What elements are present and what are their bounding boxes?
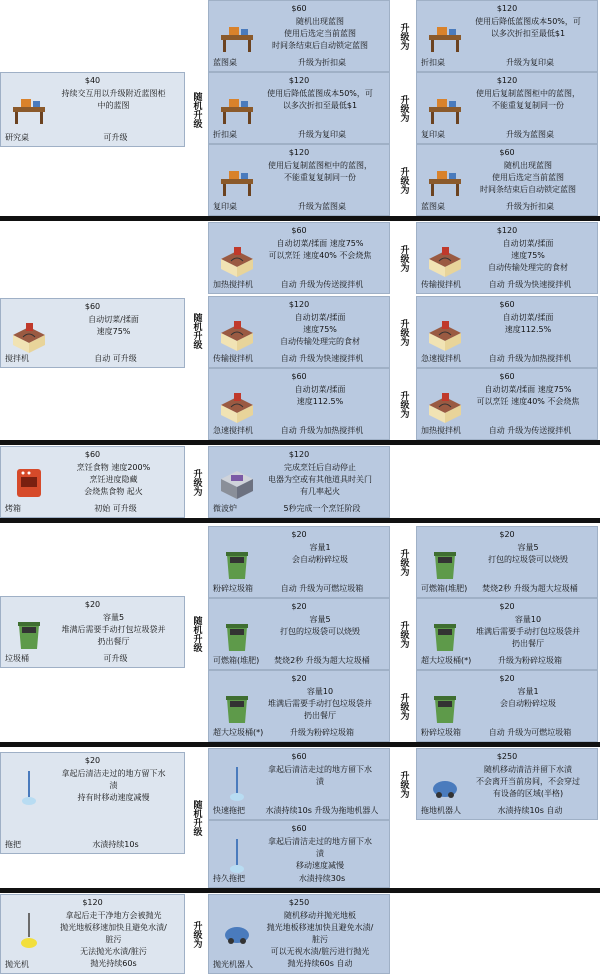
description-line: 容量5 xyxy=(102,613,125,622)
description xyxy=(463,238,593,274)
price: $20 xyxy=(499,674,515,683)
description-line: 容量5 xyxy=(309,615,331,624)
description-line: 扔出餐厅 xyxy=(512,639,544,648)
desk-icon xyxy=(217,161,257,201)
description xyxy=(463,160,593,196)
price: $20 xyxy=(84,600,101,609)
description xyxy=(463,764,593,800)
description xyxy=(463,16,593,40)
description-line: 扔出餐厅 xyxy=(304,711,336,720)
description xyxy=(255,88,385,112)
item-name: 拖地机器人 xyxy=(421,806,461,815)
description-line: 以多次折扣至最低$1 xyxy=(282,101,358,110)
description-line: 烹饪进度隐藏 xyxy=(89,475,138,484)
item-note: 自动 升级为加热搅拌机 xyxy=(280,426,364,435)
item-note: 水渍持续10s xyxy=(92,840,139,849)
upgrade-arrow-label: 升级为 xyxy=(398,22,409,50)
description-line: 随机出现蓝图 xyxy=(504,161,552,170)
item-note: 升级为粉碎垃圾箱 xyxy=(290,728,354,737)
mixer-icon xyxy=(217,239,257,279)
description-line: 时间条结束后自动锁定蓝图 xyxy=(480,185,576,194)
item-name: 复印桌 xyxy=(213,202,237,211)
description-line: 不能重复复制同一份 xyxy=(492,101,564,110)
item-image xyxy=(9,463,49,503)
description-line: 使用后复制蓝图柜中的蓝图， xyxy=(476,89,580,98)
description xyxy=(463,614,593,650)
item-note: 升级为折扣桌 xyxy=(298,58,346,67)
description-line: 使用后选定当前蓝图 xyxy=(284,29,356,38)
price: $60 xyxy=(499,300,515,309)
description-line: 不能重复复制同一份 xyxy=(284,173,356,182)
description-line: 抛光持续60s 自动 xyxy=(287,959,353,968)
description-line: 会自动粉碎垃圾 xyxy=(292,555,348,564)
item-name: 折扣桌 xyxy=(213,130,237,139)
description-line: 有几率起火 xyxy=(300,487,340,496)
description-line: 抛光持续60s xyxy=(90,959,137,968)
bin-icon xyxy=(217,543,257,583)
robot-icon xyxy=(425,765,465,805)
price: $20 xyxy=(291,602,307,611)
description-line: 容量5 xyxy=(517,543,539,552)
description xyxy=(463,88,593,112)
description-line: 拿起后清洁走过的地方留下水 xyxy=(61,769,166,778)
item-name: 可燃箱(堆肥) xyxy=(213,656,260,665)
description xyxy=(47,910,180,970)
item-image xyxy=(425,161,465,201)
upgrade-target-card xyxy=(416,222,598,294)
description-line: 打包的垃圾袋可以烧毁 xyxy=(280,627,360,636)
price: $40 xyxy=(84,76,101,85)
item-name: 研究桌 xyxy=(5,133,29,142)
description xyxy=(47,462,180,498)
description-line: 自动切菜/揉面 速度75% xyxy=(276,239,364,248)
description-line: 拿起后清洁走过的地方留下水 xyxy=(268,765,372,774)
item-image xyxy=(217,385,257,425)
mixer-icon xyxy=(425,239,465,279)
description-line: 渍 xyxy=(316,777,324,786)
upgrade-arrow-label: 升级为 xyxy=(398,620,409,648)
base-card-bin xyxy=(0,596,185,668)
item-image xyxy=(9,911,49,951)
description-line: 电器为空或有其他道具时关门 xyxy=(268,475,372,484)
item-note: 焚烧2秒 升级为超大垃圾桶 xyxy=(274,656,370,665)
description-line: 拿起后清洁走过的地方留下水 xyxy=(268,837,372,846)
item-name: 微波炉 xyxy=(213,504,237,513)
polisher-icon xyxy=(9,911,49,951)
description-line: 抛光地板移速加快且避免水渍/ xyxy=(266,923,374,932)
item-note: 自动 升级为可燃垃圾箱 xyxy=(488,728,572,737)
description xyxy=(255,910,385,970)
description-line: 速度112.5% xyxy=(504,325,552,334)
item-image xyxy=(217,463,257,503)
item-name: 粉碎垃圾箱 xyxy=(213,584,253,593)
desk-icon xyxy=(425,17,465,57)
description-line: 烹饪食物 速度200% xyxy=(76,463,151,472)
price: $60 xyxy=(84,302,101,311)
item-note: 自动 升级为传送搅拌机 xyxy=(280,280,364,289)
item-name: 抛光机 xyxy=(5,960,29,969)
bin-icon xyxy=(9,613,49,653)
item-image xyxy=(425,687,465,727)
item-note: 自动 升级为快速搅拌机 xyxy=(280,354,364,363)
description-line: 可以无视水渍/脏污进行抛光 xyxy=(270,947,370,956)
item-name: 传输搅拌机 xyxy=(421,280,461,289)
item-name: 粉碎垃圾箱 xyxy=(421,728,461,737)
description xyxy=(47,314,180,338)
section-divider xyxy=(0,518,600,523)
price: $120 xyxy=(288,76,310,85)
mixer-icon xyxy=(425,313,465,353)
description-line: 堆满后需要手动打包垃圾袋并 xyxy=(268,699,372,708)
description-line: 中的蓝图 xyxy=(97,101,130,110)
upgrade-card-durable-mop xyxy=(208,820,390,888)
price: $20 xyxy=(291,530,307,539)
price: $20 xyxy=(84,756,101,765)
mixer-icon xyxy=(425,385,465,425)
description xyxy=(463,384,593,408)
base-card-mixer xyxy=(0,298,185,368)
description-line: 自动传输处理完的食材 xyxy=(488,263,568,272)
price: $60 xyxy=(291,226,307,235)
description-line: 无法抛光水渍/脏污 xyxy=(80,947,147,956)
description xyxy=(47,768,180,804)
price: $20 xyxy=(499,602,515,611)
description-line: 移动速度减慢 xyxy=(296,861,344,870)
price: $120 xyxy=(496,4,518,13)
description-line: 完成烹饪后自动停止 xyxy=(284,463,356,472)
item-name: 复印桌 xyxy=(421,130,445,139)
price: $120 xyxy=(496,226,518,235)
description-line: 容量1 xyxy=(517,687,539,696)
base-card-mop xyxy=(0,752,185,854)
upgrade-target-card xyxy=(416,670,598,742)
upgrade-arrow-label: 升级为 xyxy=(398,548,409,576)
price: $60 xyxy=(291,372,307,381)
upgrade-card xyxy=(208,144,390,216)
section-divider xyxy=(0,216,600,221)
item-note: 升级为蓝图桌 xyxy=(298,202,346,211)
item-name: 蓝图桌 xyxy=(213,58,237,67)
description-line: 时间条结束后自动锁定蓝图 xyxy=(272,41,368,50)
item-image xyxy=(9,315,49,355)
description-line: 自动传输处理完的食材 xyxy=(280,337,360,346)
oven-icon xyxy=(9,463,49,503)
random-upgrade-label: 随机升级 xyxy=(191,800,202,836)
upgrade-arrow-label: 升级为 xyxy=(398,318,409,346)
item-name: 加热搅拌机 xyxy=(421,426,461,435)
price: $120 xyxy=(82,898,103,907)
item-image xyxy=(425,313,465,353)
description xyxy=(47,612,180,648)
price: $120 xyxy=(288,148,310,157)
upgrade-target-card xyxy=(416,72,598,144)
section-divider xyxy=(0,742,600,747)
description xyxy=(255,312,385,348)
item-image xyxy=(217,911,257,951)
item-name: 急速搅拌机 xyxy=(421,354,461,363)
mop-icon xyxy=(217,765,257,805)
item-name: 急速搅拌机 xyxy=(213,426,253,435)
random-upgrade-label: 随机升级 xyxy=(191,616,202,652)
item-note: 水渍持续10s 升级为拖地机器人 xyxy=(265,806,379,815)
item-note: 自动 升级为可燃垃圾箱 xyxy=(280,584,364,593)
item-note: 升级为粉碎垃圾箱 xyxy=(498,656,562,665)
upgrade-arrow-label: 升级为 xyxy=(398,94,409,122)
random-upgrade-label: 随机升级 xyxy=(191,91,202,128)
desk-icon xyxy=(217,89,257,129)
description-line: 有设备的区域(半格) xyxy=(492,789,564,798)
item-name: 烤箱 xyxy=(5,504,21,513)
upgrade-target-card xyxy=(416,748,598,820)
description-line: 使用后降低蓝图成本50%，可 xyxy=(267,89,373,98)
item-image xyxy=(425,89,465,129)
microwave-icon xyxy=(217,463,257,503)
description-line: 会烧焦食物 起火 xyxy=(84,487,143,496)
description xyxy=(255,160,385,184)
item-image xyxy=(217,17,257,57)
price: $120 xyxy=(288,300,310,309)
upgrade-target-card xyxy=(416,526,598,598)
item-name: 折扣桌 xyxy=(421,58,445,67)
description-line: 速度112.5% xyxy=(296,397,344,406)
description-line: 速度75% xyxy=(303,325,337,334)
description-line: 自动切菜/揉面 xyxy=(502,239,554,248)
upgrade-target-card xyxy=(416,296,598,368)
description-line: 自动切菜/揉面 xyxy=(294,313,346,322)
price: $120 xyxy=(288,450,310,459)
item-image xyxy=(425,765,465,805)
item-image xyxy=(9,89,49,129)
item-name: 加热搅拌机 xyxy=(213,280,253,289)
price: $60 xyxy=(291,752,307,761)
upgrade-card-microwave xyxy=(208,446,390,518)
item-name: 拖把 xyxy=(5,840,21,849)
description-line: 随机移动并抛光地板 xyxy=(284,911,356,920)
mixer-icon xyxy=(217,313,257,353)
bin-icon xyxy=(425,687,465,727)
upgrade-target-card xyxy=(416,144,598,216)
description-line: 速度75% xyxy=(511,251,545,260)
item-name: 蓝图桌 xyxy=(421,202,445,211)
description-line: 自动切菜/揉面 xyxy=(502,313,554,322)
upgrade-card xyxy=(208,526,390,598)
robot-icon xyxy=(217,911,257,951)
description-line: 堆满后需要手动打包垃圾袋并 xyxy=(61,625,166,634)
upgrade-card xyxy=(208,670,390,742)
description-line: 自动切菜/揉面 xyxy=(88,315,139,324)
description xyxy=(255,542,385,566)
item-note: 升级为复印桌 xyxy=(298,130,346,139)
mixer-icon xyxy=(217,385,257,425)
description-line: 使用后降低蓝图成本50%，可 xyxy=(475,17,581,26)
section-divider xyxy=(0,440,600,445)
price: $250 xyxy=(288,898,310,907)
price: $250 xyxy=(496,752,518,761)
price: $20 xyxy=(499,530,515,539)
upgrade-card xyxy=(208,222,390,294)
price: $60 xyxy=(499,372,515,381)
price: $60 xyxy=(499,148,515,157)
description-line: 以多次折扣至最低$1 xyxy=(490,29,566,38)
description-line: 抛光地板移速加快且避免水渍/ xyxy=(60,923,167,932)
item-image xyxy=(217,239,257,279)
item-name: 垃圾桶 xyxy=(5,654,29,663)
desk-icon xyxy=(217,17,257,57)
item-name: 可燃箱(堆肥) xyxy=(421,584,468,593)
description-line: 容量10 xyxy=(306,687,334,696)
bin-icon xyxy=(217,615,257,655)
description xyxy=(255,764,385,788)
upgrade-card-polisher-robot xyxy=(208,894,390,974)
upgrade-arrow-label: 升级为 xyxy=(191,468,202,496)
description-line: 渍 xyxy=(109,781,118,790)
description xyxy=(255,16,385,52)
item-image xyxy=(425,543,465,583)
item-name: 超大垃圾桶(*) xyxy=(213,728,264,737)
item-note: 自动 升级为传送搅拌机 xyxy=(488,426,572,435)
upgrade-arrow-label: 升级为 xyxy=(398,390,409,418)
item-image xyxy=(217,615,257,655)
item-note: 自动 升级为快速搅拌机 xyxy=(488,280,572,289)
item-note: 初始 可升级 xyxy=(94,504,137,513)
description-line: 会自动粉碎垃圾 xyxy=(500,699,556,708)
item-note: 水渍持续10s 自动 xyxy=(497,806,563,815)
upgrade-arrow-label: 升级为 xyxy=(398,692,409,720)
upgrade-arrow-label: 升级为 xyxy=(398,770,409,798)
item-name: 传输搅拌机 xyxy=(213,354,253,363)
upgrade-card xyxy=(208,598,390,670)
price: $60 xyxy=(84,450,101,459)
upgrade-card xyxy=(208,0,390,72)
item-note: 焚烧2秒 升级为超大垃圾桶 xyxy=(482,584,578,593)
upgrade-card xyxy=(208,368,390,440)
price: $120 xyxy=(496,76,518,85)
description-line: 容量1 xyxy=(309,543,331,552)
description-line: 脏污 xyxy=(312,935,328,944)
upgrade-card xyxy=(208,296,390,368)
description-line: 持续交互用以升级附近蓝图柜 xyxy=(61,89,166,98)
description xyxy=(255,462,385,498)
item-image xyxy=(217,89,257,129)
upgrade-target-card xyxy=(416,368,598,440)
desk-icon xyxy=(425,89,465,129)
desk-icon xyxy=(425,161,465,201)
item-image xyxy=(217,313,257,353)
item-name: 超大垃圾桶(*) xyxy=(421,656,472,665)
base-card-research xyxy=(0,72,185,147)
description xyxy=(255,614,385,638)
description xyxy=(463,312,593,336)
item-image xyxy=(217,543,257,583)
description-line: 持有时移动速度减慢 xyxy=(77,793,150,802)
section-divider xyxy=(0,888,600,893)
bin-icon xyxy=(217,687,257,727)
item-image xyxy=(217,161,257,201)
upgrade-target-card xyxy=(416,598,598,670)
upgrade-arrow-label: 升级为 xyxy=(398,166,409,194)
description xyxy=(463,686,593,710)
item-note: 升级为复印桌 xyxy=(506,58,554,67)
description-line: 自动切菜/揉面 速度75% xyxy=(484,385,572,394)
upgrade-arrow-label: 升级为 xyxy=(398,244,409,272)
description xyxy=(255,238,385,262)
upgrade-target-card xyxy=(416,0,598,72)
description-line: 使用后选定当前蓝图 xyxy=(492,173,564,182)
description-line: 可以烹饪 速度40% 不会烧焦 xyxy=(476,397,580,406)
item-note: 水渍持续30s xyxy=(298,874,346,883)
item-image xyxy=(9,613,49,653)
item-note: 自动 可升级 xyxy=(94,354,137,363)
description-line: 拿起后走干净地方会被抛光 xyxy=(65,911,162,920)
item-note: 升级为蓝图桌 xyxy=(506,130,554,139)
description-line: 随机移动清洁并留下水渍 xyxy=(484,765,572,774)
description-line: 自动切菜/揉面 xyxy=(294,385,346,394)
description xyxy=(47,88,180,112)
description xyxy=(255,686,385,722)
base-card-polisher xyxy=(0,894,185,974)
item-image xyxy=(217,765,257,805)
item-image xyxy=(425,615,465,655)
bin-icon xyxy=(425,615,465,655)
item-image xyxy=(425,239,465,279)
item-name: 持久拖把 xyxy=(213,874,245,883)
base-card-oven xyxy=(0,446,185,518)
item-name: 快速拖把 xyxy=(213,806,245,815)
description xyxy=(255,384,385,408)
description-line: 容量10 xyxy=(514,615,542,624)
random-upgrade-label: 随机升级 xyxy=(191,313,202,349)
desk-icon xyxy=(9,89,49,129)
item-image xyxy=(425,17,465,57)
mop-icon xyxy=(9,769,49,809)
description-line: 脏污 xyxy=(105,935,122,944)
item-note: 自动 升级为加热搅拌机 xyxy=(488,354,572,363)
description-line: 使用后复制蓝图柜中的蓝图， xyxy=(268,161,372,170)
upgrade-card-quick-mop xyxy=(208,748,390,820)
item-note: 可升级 xyxy=(103,133,128,142)
item-image xyxy=(9,769,49,809)
item-name: 抛光机器人 xyxy=(213,960,253,969)
description xyxy=(255,836,385,872)
description-line: 不会离开当前房间，不会穿过 xyxy=(476,777,580,786)
item-note: 可升级 xyxy=(103,654,128,663)
mop-icon xyxy=(217,837,257,877)
description-line: 扔出餐厅 xyxy=(97,637,130,646)
description-line: 速度75% xyxy=(96,327,131,336)
item-image xyxy=(217,837,257,877)
description-line: 随机出现蓝图 xyxy=(296,17,344,26)
item-image xyxy=(217,687,257,727)
description-line: 可以烹饪 速度40% 不会烧焦 xyxy=(268,251,372,260)
price: $60 xyxy=(291,824,307,833)
description-line: 渍 xyxy=(316,849,324,858)
description xyxy=(463,542,593,566)
bin-icon xyxy=(425,543,465,583)
item-name: 搅拌机 xyxy=(5,354,29,363)
upgrade-arrow-label: 升级为 xyxy=(191,920,202,948)
mixer-icon xyxy=(9,315,49,355)
description-line: 堆满后需要手动打包垃圾袋并 xyxy=(476,627,580,636)
price: $20 xyxy=(291,674,307,683)
upgrade-card xyxy=(208,72,390,144)
item-image xyxy=(425,385,465,425)
item-note: 升级为折扣桌 xyxy=(506,202,554,211)
price: $60 xyxy=(291,4,307,13)
item-note: 5秒完成一个烹饪阶段 xyxy=(283,504,361,513)
description-line: 打包的垃圾袋可以烧毁 xyxy=(488,555,568,564)
